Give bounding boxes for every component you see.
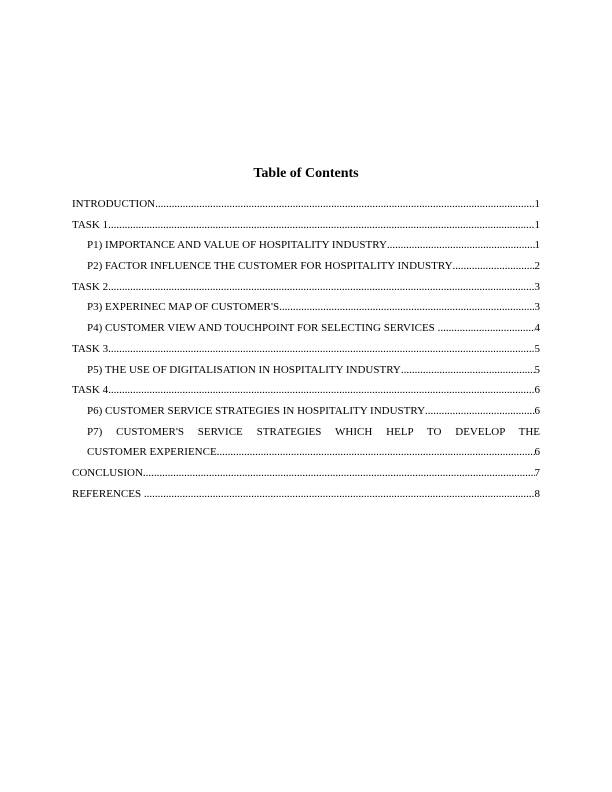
toc-entry-label: CONCLUSION bbox=[72, 466, 143, 479]
toc-dot-leader bbox=[144, 484, 535, 505]
toc-dot-leader bbox=[155, 194, 534, 215]
toc-entry-references[interactable] bbox=[72, 484, 540, 505]
toc-title: Table of Contents bbox=[253, 166, 359, 181]
toc-entry-label: P6) CUSTOMER SERVICE STRATEGIES IN HOSPITALITY INDUSTRY bbox=[87, 404, 426, 417]
toc-dot-leader bbox=[108, 215, 534, 236]
toc-page-number: 3 bbox=[534, 301, 540, 314]
toc-entry-label: P5) THE USE OF DIGITALISATION IN HOSPITALITY INDUSTRY bbox=[87, 363, 401, 376]
toc-page-number: 8 bbox=[534, 487, 540, 500]
toc-entry-p2[interactable] bbox=[72, 256, 540, 277]
toc-dot-leader bbox=[217, 442, 535, 463]
toc-page-number: 5 bbox=[534, 342, 540, 355]
toc-entry-label-line-1: P7) CUSTOMER'S SERVICE STRATEGIES WHICH HELP TO DEVELOP THE bbox=[87, 425, 540, 438]
toc-dot-leader bbox=[108, 380, 534, 401]
toc-entry-introduction[interactable] bbox=[72, 194, 540, 215]
toc-entry-p7[interactable] bbox=[72, 422, 540, 463]
toc-page-number: 7 bbox=[534, 466, 540, 479]
toc-entry-label: TASK 4 bbox=[72, 384, 109, 397]
toc-entry-task-4[interactable] bbox=[72, 380, 540, 401]
toc-entry-p3[interactable] bbox=[72, 297, 540, 318]
toc-dot-leader bbox=[387, 235, 535, 256]
toc-page-number: 6 bbox=[534, 446, 540, 459]
toc-page-number: 1 bbox=[534, 239, 540, 252]
toc-page-number: 6 bbox=[534, 404, 540, 417]
toc-entry-task-3[interactable] bbox=[72, 339, 540, 360]
toc-page-number: 6 bbox=[534, 384, 540, 397]
toc-entry-label: TASK 3 bbox=[72, 342, 109, 355]
toc-entry-label: INTRODUCTION bbox=[72, 198, 156, 210]
toc-dot-leader bbox=[425, 401, 534, 422]
toc-page-number: 2 bbox=[534, 260, 540, 273]
toc-entry-p6[interactable] bbox=[72, 401, 540, 422]
toc-page-number: 1 bbox=[534, 218, 540, 231]
toc-entry-label: P4) CUSTOMER VIEW AND TOUCHPOINT FOR SELECTING SERVICES bbox=[87, 322, 438, 335]
toc-page-number: 4 bbox=[534, 322, 540, 335]
toc-entry-label: P1) IMPORTANCE AND VALUE OF HOSPITALITY INDUSTRY bbox=[87, 239, 387, 252]
toc-entry-p1[interactable] bbox=[72, 235, 540, 256]
toc-entry-label: P3) EXPERINEC MAP OF CUSTOMER'S bbox=[87, 301, 280, 314]
toc-dot-leader bbox=[108, 277, 534, 298]
toc-dot-leader bbox=[279, 297, 534, 318]
toc-dot-leader bbox=[453, 256, 535, 277]
toc-page-number: 1 bbox=[534, 198, 540, 210]
toc-dot-leader bbox=[401, 360, 535, 381]
toc-dot-leader bbox=[108, 339, 534, 360]
toc-dot-leader bbox=[438, 318, 535, 339]
toc-entry-p4[interactable] bbox=[72, 318, 540, 339]
toc-entry-label: TASK 1 bbox=[72, 218, 109, 231]
toc-entry-conclusion[interactable] bbox=[72, 463, 540, 484]
table-of-contents bbox=[72, 194, 540, 504]
toc-entry-label: TASK 2 bbox=[72, 280, 109, 293]
toc-entry-task-2[interactable] bbox=[72, 277, 540, 298]
toc-entry-label: REFERENCES bbox=[72, 487, 144, 500]
toc-page-number: 3 bbox=[534, 280, 540, 293]
toc-entry-task-1[interactable] bbox=[72, 215, 540, 236]
toc-entry-p5[interactable] bbox=[72, 360, 540, 381]
toc-dot-leader bbox=[143, 463, 535, 484]
toc-page-number: 5 bbox=[534, 363, 540, 376]
toc-entry-label-line-2: CUSTOMER EXPERIENCE bbox=[87, 446, 217, 459]
toc-entry-label: P2) FACTOR INFLUENCE THE CUSTOMER FOR HOSPITALITY INDUSTRY bbox=[87, 260, 453, 273]
